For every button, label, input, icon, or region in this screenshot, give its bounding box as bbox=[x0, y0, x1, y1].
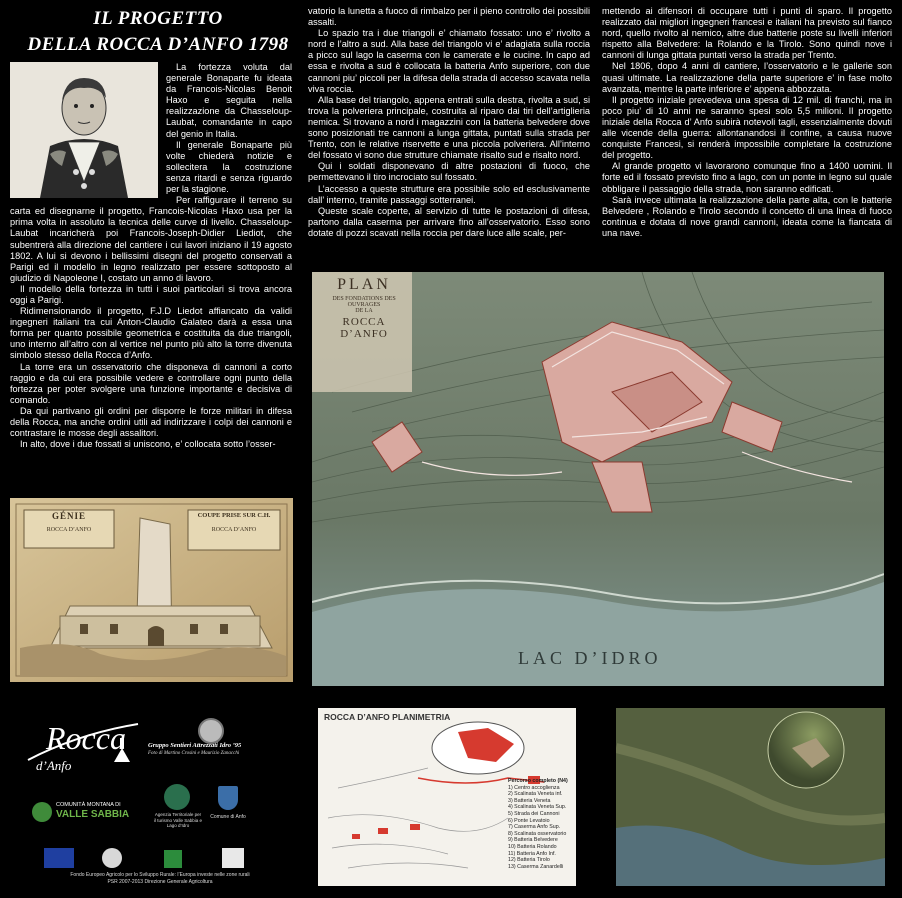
col3-para-2: Nel 1806, dopo 4 anni di cantiere, l’osservatorio e le gallerie son quasi ultimate. La realizzazione della parte superiore e’ in fase molto avanzata, mentre la parte inferiore e’ appena abbozzata. bbox=[602, 61, 892, 94]
title-line1: IL PROGETTO bbox=[93, 8, 223, 29]
footer-line1: Fondo Europeo Agricolo per lo Sviluppo Rurale: l’Europa investe nelle zone rurali bbox=[70, 872, 250, 878]
agenzia-text: Agenzia Territoriale per il turismo Valle Sabbia e Lago d’Idro bbox=[154, 812, 202, 828]
plan-legend-item: 8) Scalinata osservatorio bbox=[508, 830, 567, 837]
map-title-line4: ROCCA D’ANFO bbox=[340, 316, 388, 340]
plan-title: ROCCA D’ANFO PLANIMETRIA bbox=[324, 712, 451, 722]
col2-para-5: L’accesso a queste strutture era possibile solo ed esclusivamente dall’ interno, tramite passaggi sotterranei. bbox=[308, 183, 590, 205]
col3-para-1: mettendo ai difensori di occupare tutti i punti di sparo. Il progetto realizzato dai migliori ingegneri francesi e italiani ha previsto sul fianco nord, quello rivolto al nemico, altre due batterie poste su livelli inferiori rispetto alla Belvedere: la Rolando e la Tirolo. Sono quindi nove i cannoni di lunga gittata puntati verso la strada per Trento. bbox=[602, 6, 892, 61]
plan-legend-item: 2) Scalinata Veneta inf. bbox=[508, 791, 563, 798]
gruppo-line1: Gruppo Sentieri Attrezzati Idro ’95 bbox=[148, 742, 242, 749]
lombardia-emblem-icon bbox=[164, 850, 182, 868]
col1-para-1: La fortezza voluta dal generale Bonaparte fu ideata da Francois-Nicolas Benoit Haxo e seguita nella realizzazione da Chasseloup-Laubat, comandante in capo del genio in Italia. bbox=[166, 62, 292, 139]
text-column-2 bbox=[308, 6, 590, 239]
plan-legend bbox=[508, 778, 574, 870]
drawing-cartouche-left bbox=[26, 511, 112, 533]
rocca-logo-sub: d’Anfo bbox=[36, 758, 72, 773]
comunita-montana-logo bbox=[32, 800, 152, 824]
agenzia-emblem-icon bbox=[164, 784, 190, 810]
comune-shield-icon bbox=[218, 786, 238, 810]
plan-legend-item: 4) Scalinata Veneta Sup. bbox=[508, 804, 567, 811]
logos-area bbox=[10, 712, 300, 888]
col2-para-2: Lo spazio tra i due triangoli e’ chiamato fossato: uno e’ rivolto a nord e l’altro a sud. Alla base del triangolo vi e’ adagiata sulla roccia a picco sul lago la caserma con le camerate e le cucine. In capo ad essa e rivolta a sud è collocata la batteria Anfo superiore, con due cannoni piu’ piccoli per la difesa della strada di accesso scavata nella viva roccia. bbox=[308, 28, 590, 94]
comunita-emblem-icon bbox=[32, 802, 52, 822]
col1-para-2: Il generale Bonaparte più volte chiederà notizie e sollecitera la costruzione senza ritardi e senza riguardo per la stagione. bbox=[166, 139, 292, 195]
map-title-line1: PLAN bbox=[337, 276, 391, 293]
footer-line2: PSR 2007-2013 Direzione Generale Agricoltura bbox=[107, 879, 213, 885]
comune-text: Comune di Anfo bbox=[210, 814, 246, 820]
rocca-logo-main: Rocca bbox=[46, 720, 126, 756]
plan-legend-item: 6) Ponte Levatoio bbox=[508, 817, 550, 824]
map-title bbox=[318, 276, 410, 340]
planimetry-map bbox=[318, 708, 576, 886]
comunita-line1: COMUNITÀ MONTANA DI bbox=[56, 802, 121, 808]
italy-emblem-icon bbox=[102, 848, 122, 868]
rocca-logo bbox=[18, 714, 168, 776]
plan-legend-item: 12) Batteria Tirolo bbox=[508, 857, 550, 864]
col2-para-1: vatorio la lunetta a fuoco di rimbalzo per il pieno controllo dei possibili assalti. bbox=[308, 6, 590, 28]
col1-para-8: In alto, dove i due fossati si uniscono, e’ collocata sotto l’osser- bbox=[20, 439, 276, 450]
gruppo-line2: Foto di Martino Crosini e Maurizio Zanacchi bbox=[148, 751, 240, 756]
aerial-photo bbox=[616, 708, 885, 886]
map-title-line3: DE LA bbox=[355, 308, 373, 314]
plan-legend-item: 3) Batteria Veneta bbox=[508, 797, 551, 804]
col3-para-4: Al grande progetto vi lavorarono comunque fino a 1400 uomini. Il forte ed il fossato previsto fino a lago, con un ponte in legno sul quale obbligare il passaggio della strada, non saranno edificati. bbox=[602, 161, 892, 194]
plan-legend-title: Percorso completo (N4) bbox=[508, 778, 568, 784]
col1-para-6: La torre era un osservatorio che disponeva di cannoni a corto raggio e da cui era possibile vedere e controllare ogni punto della fortezza per poter svolgere una funzione importante e decisiva di comando. bbox=[10, 361, 292, 405]
drawing-cartouche-left-sub: ROCCA D’ANFO bbox=[46, 527, 92, 533]
drawing-cartouche-right bbox=[190, 512, 278, 533]
map-title-line2: DES FONDATIONS DES OUVRAGES bbox=[332, 296, 396, 308]
plan-legend-item: 5) Strada dei Cannoni bbox=[508, 810, 560, 817]
comunita-line2: VALLE SABBIA bbox=[56, 809, 130, 820]
drawing-cartouche-left-title: GÉNIE bbox=[51, 511, 86, 521]
plan-legend-item: 1) Centro accoglienza bbox=[508, 784, 560, 791]
gruppo-sentieri-logo bbox=[148, 718, 298, 762]
page-title bbox=[8, 6, 308, 58]
plan-legend-item: 11) Batteria Anfo Inf. bbox=[508, 850, 556, 857]
col1-para-5: Ridimensionando il progetto, F.J.D Liedot affiancato da validi ingegneri italiani tra cui Anton-Claudio Galateo darà a essa una forma per quanto possibile geometrica e costituita da due triangoli, uno interno all’altro con al vertice nel punto più alto la torre divenuta simbolo stesso della Rocca d’Anfo. bbox=[10, 306, 292, 361]
agenzia-logo bbox=[154, 784, 202, 844]
col1-para-4: Il modello della fortezza in tutti i suoi particolari si trova ancora oggi a Parigi. bbox=[10, 283, 292, 305]
col2-para-6: Queste scale coperte, al servizio di tutte le postazioni di difesa, partono dalla caserma per arrivare fino all’osservatorio. Esso sono dotate di pozzi scavati nella roccia per dare luce alle scale, per- bbox=[308, 205, 590, 238]
leader-logo-icon bbox=[222, 848, 244, 868]
plan-legend-item: 9) Batteria Belvedere bbox=[508, 837, 558, 844]
col3-para-5: Sarà invece ultimata la realizzazione della parte alta, con le batterie Belvedere , Rolando e Tirolo secondo il concetto di una linea di fuoco continua e dotata di nove grandi cannoni, ideata come la fiancata di una nave. bbox=[602, 194, 892, 238]
portrait-image bbox=[10, 62, 158, 198]
plan-legend-item: 13) Caserma Zanardelli bbox=[508, 863, 564, 870]
text-column-1 bbox=[10, 62, 292, 450]
col2-para-4: Qui i soldati disponevano di altre postazioni di fuoco, che permettevano il tiro incrociato sul fossato. bbox=[308, 161, 590, 183]
drawing-cartouche-right-title: COUPE PRISE SUR C.H. bbox=[197, 512, 271, 519]
col3-para-3: Il progetto iniziale prevedeva una spesa di 12 mil. di franchi, ma in poco piu’ di 10 anni ne saranno spesi solo 5,5 milioni. Il progetto iniziale della Rocca d’ Anfo subirà notevoli tagli, essenzialmente dovuti alle vicende della guerra: allontanandosi il confine, a causa nuove conquiste Francesi, si renderà impossibile completare la costruzione del progetto. bbox=[602, 94, 892, 161]
col1-para-7: Da qui partivano gli ordini per disporre le forze militari in difesa della Rocca, ma anche ordini utili ad indirizzare i colpi dei cannoni e contrastare le mosse degli assalitori. bbox=[10, 405, 292, 439]
gruppo-emblem-icon bbox=[198, 718, 224, 744]
plan-legend-item: 10) Batteria Rolando bbox=[508, 843, 557, 850]
text-column-3 bbox=[602, 6, 892, 239]
col1-para-3: Per raffigurare il terreno su carta ed disegnarne il progetto, Francois-Nicolas Haxo usa per la prima volta in assoluto la tecnica delle curve di livello. Chasseloup-Laubat incaricherà poi Francois-Joseph-Didier Liediot, che subentrerà alla direzione del cantiere i cui lavori iniziano il 19 agosto 1802. A lui si devono i bellissimi disegni del progetto conservati a Parigi ed il modello in legno realizzato per essere sottoposto al giudizio di Napoleone I, costato un anno di lavoro. bbox=[10, 195, 292, 283]
eu-flag-icon bbox=[44, 848, 74, 868]
plan-legend-item: 7) Caserma Anfo Sup. bbox=[508, 824, 561, 831]
section-drawing-image bbox=[10, 498, 293, 682]
title-line2: DELLA ROCCA D’ANFO 1798 bbox=[27, 34, 289, 55]
col2-para-3: Alla base del triangolo, appena entrati sulla destra, rivolta a sud, si trova la polveriera principale, costruita al riparo dai tiri dell’artiglieria nemica. Si trovano a nord i magazzini con la batteria belvedere dove sono posizionati tre cannoni a lunga gittata, puntati sulla strada per Trento, con le relative riservette e una piccola polveriera. All’interno del fossato vi sono due strutture chiamate risalto sud e risalto nord. bbox=[308, 94, 590, 161]
map-lake-label: LAC D’IDRO bbox=[518, 648, 662, 668]
comune-logo bbox=[210, 786, 246, 836]
drawing-cartouche-right-sub: ROCCA D’ANFO bbox=[211, 527, 257, 533]
historical-plan-map bbox=[312, 272, 884, 686]
